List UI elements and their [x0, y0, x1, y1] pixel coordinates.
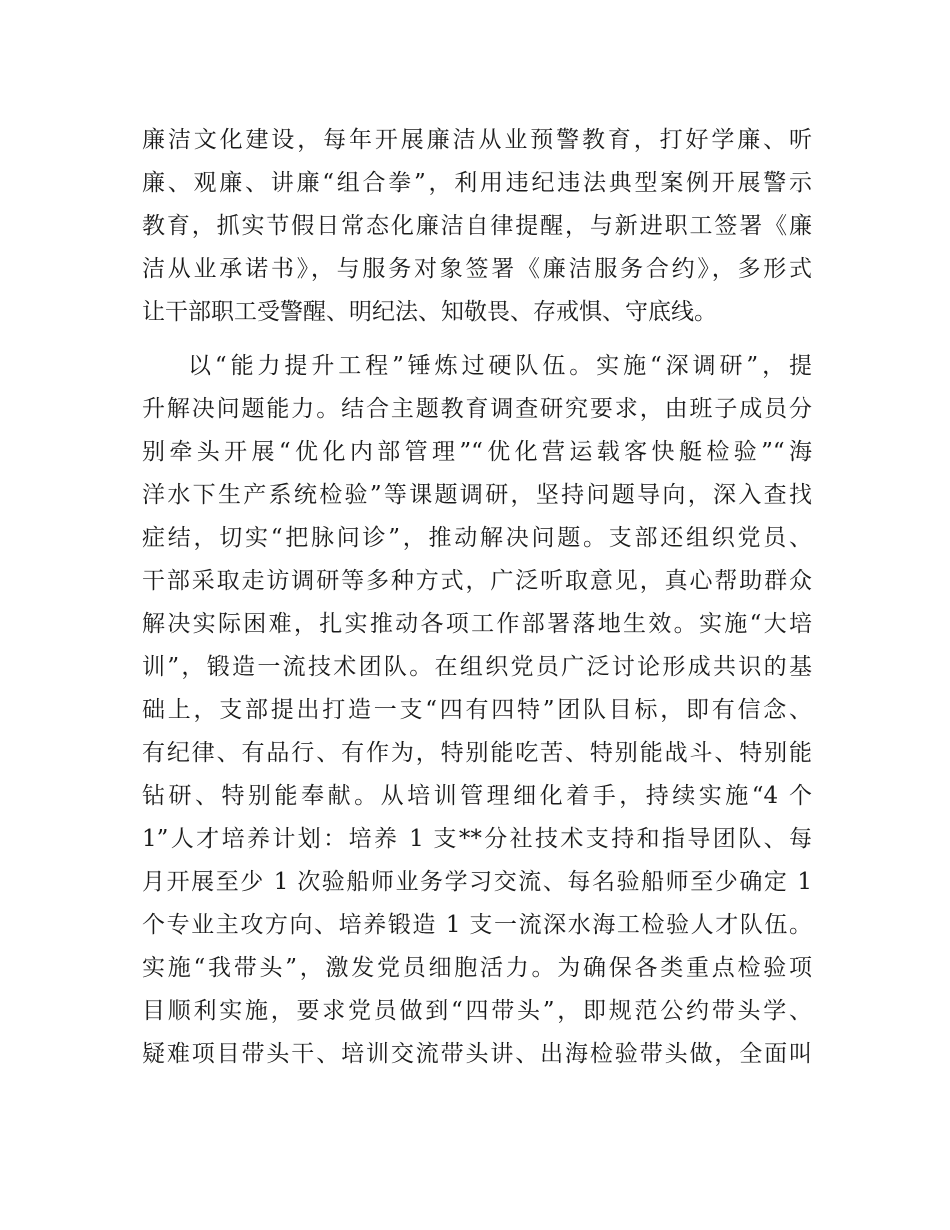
text-line: 解决实际困难，扎实推动各项工作部署落地生效。实施“大培: [142, 611, 812, 637]
text-line: 以“能力提升工程”锤炼过硬队伍。实施“深调研”，提: [188, 353, 812, 379]
text-line: 1”人才培养计划：培养 1 支**分社技术支持和指导团队、每: [142, 826, 812, 852]
text-line: 月开展至少 1 次验船师业务学习交流、每名验船师至少确定 1: [142, 869, 812, 895]
text-line: 别牵头开展“优化内部管理”“优化营运载客快艇检验”“海: [142, 439, 812, 465]
text-line: 钻研、特别能奉献。从培训管理细化着手，持续实施“4 个: [142, 783, 812, 809]
text-line: 让干部职工受警醒、明纪法、知敬畏、存戒惧、守底线。: [142, 299, 717, 325]
text-line: 有纪律、有品行、有作为，特别能吃苦、特别能战斗、特别能: [142, 740, 812, 766]
text-line: 目顺利实施，要求党员做到“四带头”，即规范公约带头学、: [142, 998, 812, 1024]
text-line: 实施“我带头”，激发党员细胞活力。为确保各类重点检验项: [142, 955, 812, 981]
text-line: 个专业主攻方向、培养锻造 1 支一流深水海工检验人才队伍。: [142, 912, 812, 938]
text-line: 症结，切实“把脉问诊”，推动解决问题。支部还组织党员、: [142, 525, 812, 551]
text-line: 干部采取走访调研等多种方式，广泛听取意见，真心帮助群众: [142, 568, 812, 594]
text-line: 廉洁文化建设，每年开展廉洁从业预警教育，打好学廉、听: [142, 127, 812, 153]
text-line: 洋水下生产系统检验”等课题调研，坚持问题导向，深入查找: [142, 482, 812, 508]
text-line: 洁从业承诺书》，与服务对象签署《廉洁服务合约》，多形式: [142, 256, 812, 282]
text-line: 疑难项目带头干、培训交流带头讲、出海检验带头做，全面叫: [142, 1041, 812, 1067]
text-line: 教育，抓实节假日常态化廉洁自律提醒，与新进职工签署《廉: [142, 213, 812, 239]
text-line: 训”，锻造一流技术团队。在组织党员广泛讨论形成共识的基: [142, 654, 812, 680]
text-line: 廉、观廉、讲廉“组合拳”，利用违纪违法典型案例开展警示: [142, 170, 812, 196]
text-line: 升解决问题能力。结合主题教育调查研究要求，由班子成员分: [142, 396, 812, 422]
text-line: 础上，支部提出打造一支“四有四特”团队目标，即有信念、: [142, 697, 812, 723]
